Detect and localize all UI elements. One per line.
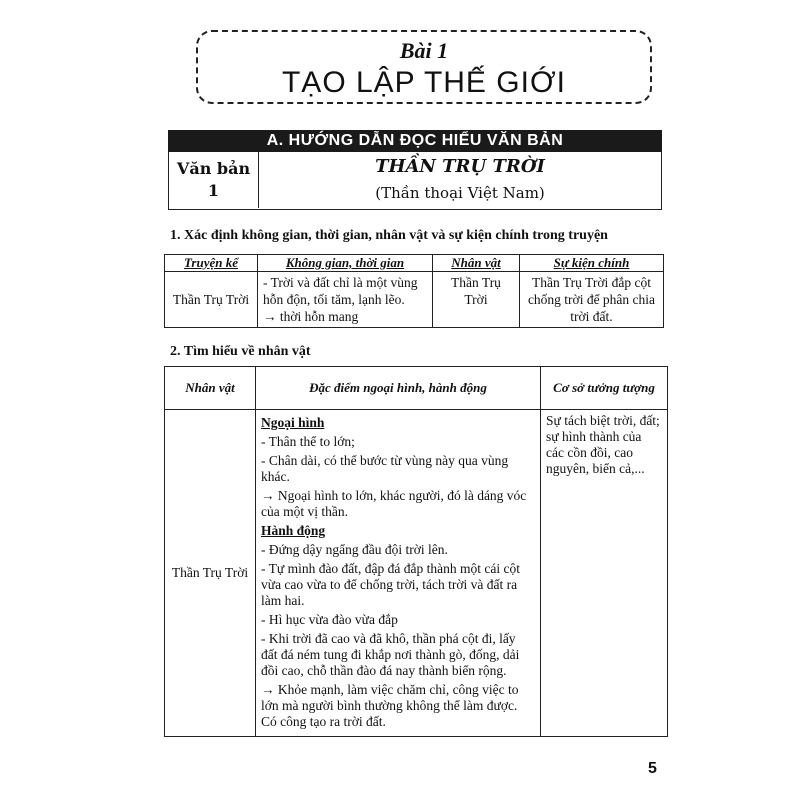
basis-cell: Sự tách biệt trời, đất; sự hình thành của các cồn đồi, cao nguyên, biển cả,... [541,410,668,737]
lesson-title: TẠO LẬP THẾ GIỚI [281,66,567,99]
appearance-conclusion: → Ngoại hình to lớn, khác người, đó là dáng vóc của một vị thần. [261,488,527,519]
part1-heading: 1. Xác định không gian, thời gian, nhân vật và sự kiện chính trong truyện [170,228,608,243]
text-label [169,152,259,208]
action-item: - Hì hục vừa đào vừa đắp [261,612,398,627]
action-item: - Đứng dậy ngẩng đầu đội trời lên. [261,542,448,557]
action-item: - Khi trời đã cao và đã khô, thần phá cột đi, lấy đất đá ném tung đi khắp nơi thành gò, đống, dải đồi cao, chỗ thần đào đá nay thành biển rộng. [261,631,520,678]
table-header-row [165,367,668,410]
lesson-number: Bài 1 [399,38,449,63]
lesson-title-box [196,30,652,104]
col-header: Nhân vật [433,255,520,272]
col-header: Cơ sở tưởng tượng [541,367,668,410]
character-cell: Thần Trụ Trời [165,410,256,737]
action-heading: Hành động [261,523,326,538]
text-header-row [168,152,662,210]
col-header: Đặc điểm ngoại hình, hành động [256,367,541,410]
part2-heading: 2. Tìm hiểu về nhân vật [170,344,311,359]
table-row [165,272,664,328]
event-cell: Thần Trụ Trời đắp cột chống trời để phân chia trời đất. [520,272,664,328]
character-cell: Thần Trụ Trời [433,272,520,328]
action-item: - Tự mình đào đất, đập đá đắp thành một cái cột vừa cao vừa to để chống trời, tách trời và đất ra làm hai. [261,561,520,608]
space-time-cell [258,272,433,328]
appearance-item: - Chân dài, có thể bước từ vùng này qua vùng khác. [261,453,509,484]
section-banner: A. HƯỚNG DẪN ĐỌC HIỂU VĂN BẢN [168,130,662,152]
col-header: Sự kiện chính [520,255,664,272]
character-table [164,366,668,737]
work-title: THẦN TRỤ TRỜI [375,156,545,177]
space-time-text: - Trời và đất chỉ là một vùng hỗn độn, tối tăm, lạnh lẽo. [263,275,418,307]
text-label-line1: Văn bản [176,159,251,178]
appearance-item: - Thân thể to lớn; [261,434,355,449]
page-number: 5 [648,760,657,777]
appearance-heading: Ngoại hình [261,415,325,430]
table-header-row [165,255,664,272]
space-time-conclusion: → thời hỗn mang [263,309,359,324]
text-label-line2: 1 [207,181,220,200]
story-table [164,254,664,328]
work-genre: (Thần thoại Việt Nam) [375,184,545,202]
action-conclusion: → Khỏe mạnh, làm việc chăm chỉ, công việc to lớn mà người bình thường không thể làm được. Có công tạo ra trời đất. [261,682,519,729]
traits-cell [256,410,541,737]
col-header: Không gian, thời gian [258,255,433,272]
story-cell: Thần Trụ Trời [165,272,258,328]
col-header: Nhân vật [165,367,256,410]
col-header: Truyện kể [165,255,258,272]
table-row [165,410,668,737]
